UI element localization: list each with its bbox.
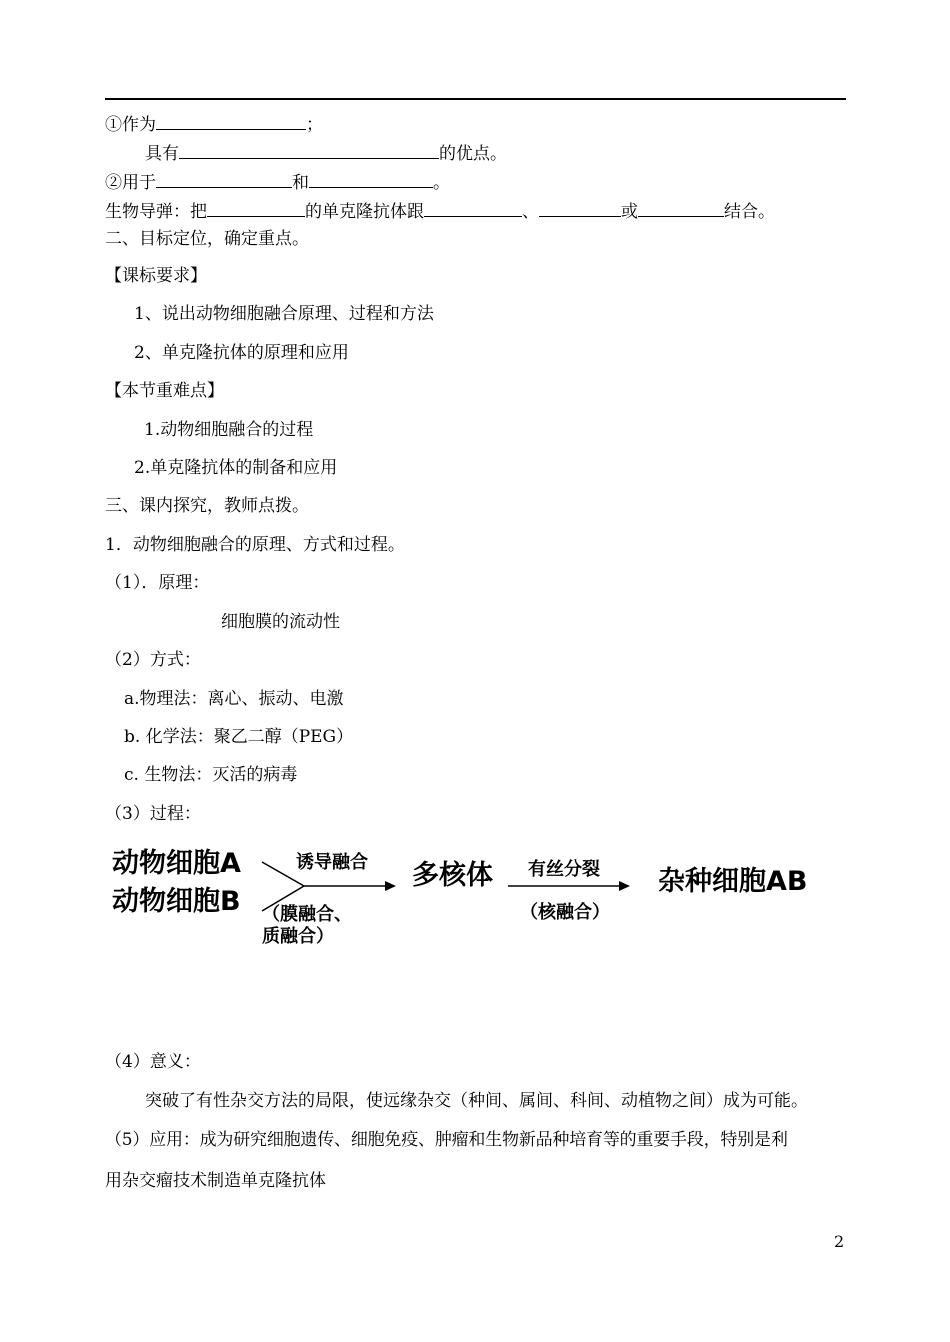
keypoint-item-1: 1.动物细胞融合的过程 — [144, 420, 314, 440]
induce-fusion-label: 诱导融合 — [296, 852, 368, 873]
induce-arrowhead — [385, 881, 396, 891]
application-line-1: （5）应用：成为研究细胞遗传、细胞免疫、肿瘤和生物新品种培育等的重要手段，特别是利 — [105, 1130, 788, 1150]
significance-text: 突破了有性杂交方法的局限，使远缘杂交（种间、属间、科间、动植物之间）成为可能。 — [145, 1091, 808, 1111]
line4-d: 或 — [621, 202, 638, 222]
section3-heading: 三、课内探究，教师点拨。 — [105, 496, 309, 516]
membrane-fusion-label-2: 质融合） — [262, 926, 334, 947]
line2-prefix: 具有 — [145, 144, 179, 164]
arrow-line-from-b — [262, 886, 304, 911]
curriculum-title: 【课标要求】 — [105, 266, 207, 286]
line4-b: 的单克隆抗体跟 — [305, 202, 424, 222]
mitosis-arrowhead — [619, 881, 630, 891]
arrow-line-from-a — [262, 862, 304, 886]
line1-prefix: ①作为 — [105, 115, 156, 135]
line4-e: 结合。 — [724, 202, 775, 222]
keypoint-item-2: 2.单克隆抗体的制备和应用 — [134, 458, 338, 478]
membrane-fusion-label-1: （膜融合、 — [262, 904, 352, 925]
curriculum-item-2: 2、单克隆抗体的原理和应用 — [134, 343, 349, 363]
methods-label: （2）方式： — [105, 650, 201, 670]
cell-b-label: 动物细胞B — [112, 886, 241, 917]
method-physical: a.物理法：离心、振动、电激 — [124, 689, 344, 709]
cell-a-label: 动物细胞A — [112, 848, 241, 879]
line2-suffix: 的优点。 — [439, 144, 507, 164]
hybrid-cell-label: 杂种细胞AB — [658, 866, 808, 897]
line4-c: 、 — [522, 202, 539, 222]
method-biological: c. 生物法：灭活的病毒 — [124, 765, 298, 785]
line3-prefix: ②用于 — [105, 173, 156, 193]
principle-text: 细胞膜的流动性 — [221, 612, 340, 632]
application-line-2: 用杂交瘤技术制造单克隆抗体 — [105, 1171, 326, 1191]
line4-a: 生物导弹：把 — [105, 202, 207, 222]
section2-heading: 二、目标定位，确定重点。 — [105, 229, 309, 249]
curriculum-item-1: 1、说出动物细胞融合原理、过程和方法 — [134, 304, 434, 324]
line3-mid: 和 — [292, 173, 309, 193]
page-number: 2 — [834, 1232, 845, 1251]
method-chemical: b. 化学法：聚乙二醇（PEG） — [124, 727, 354, 747]
line3-suffix: 。 — [433, 173, 450, 193]
multinuclear-label: 多核体 — [412, 860, 493, 891]
principle-label: （1）．原理： — [105, 573, 210, 593]
nuclear-fusion-label: （核融合） — [520, 902, 610, 923]
mitosis-label: 有丝分裂 — [528, 859, 600, 880]
significance-label: （4）意义： — [105, 1052, 201, 1072]
keypoints-title: 【本节重难点】 — [105, 381, 224, 401]
process-label: （3）过程： — [105, 804, 201, 824]
topic-line: 1．动物细胞融合的原理、方式和过程。 — [105, 535, 405, 555]
line1-suffix: ； — [306, 115, 323, 135]
